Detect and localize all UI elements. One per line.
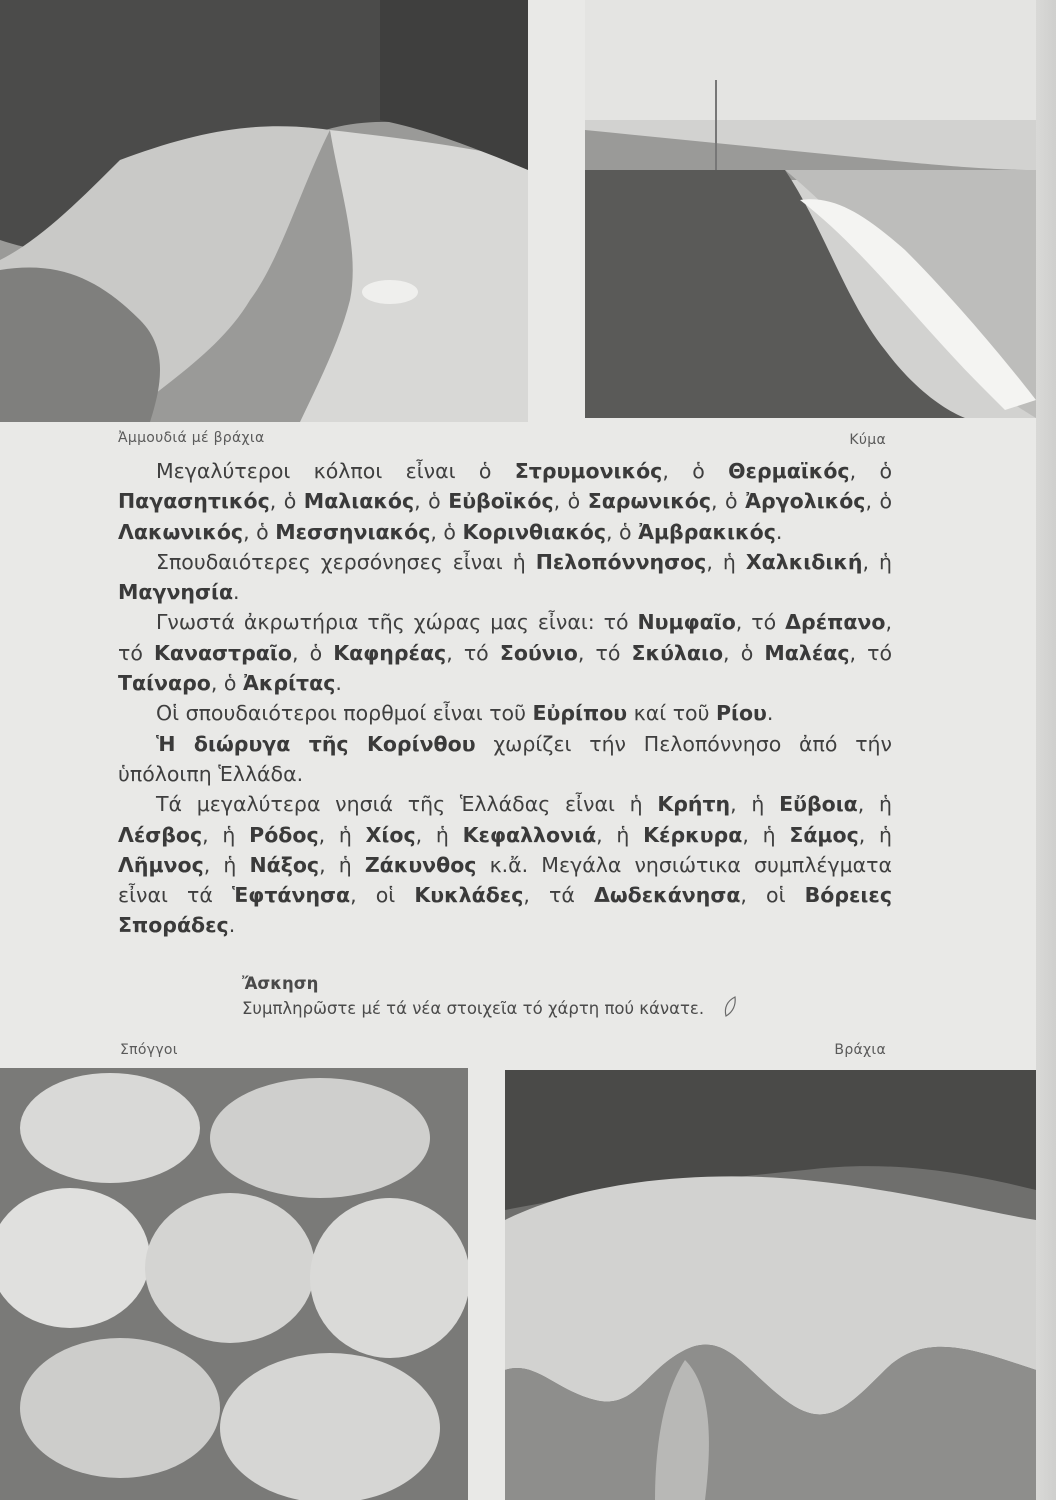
exercise-text-row xyxy=(242,996,802,1021)
beach-photo xyxy=(0,0,528,422)
exercise-text: Συμπληρῶστε μέ τά νέα στοιχεῖα τό χάρτη πού κάνατε. xyxy=(242,999,705,1018)
exercise-title: Ἄσκηση xyxy=(242,974,319,993)
leaf-icon xyxy=(723,996,737,1018)
main-text xyxy=(118,456,892,941)
rocks-photo xyxy=(505,1070,1036,1500)
paragraph-gulfs: Μεγαλύτεροι κόλποι εἶναι ὁ Στρυμονικός, ὁ Θερμαϊκός, ὁ Παγασητικός, ὁ Μαλιακός, ὁ Εὐβοϊκός, ὁ Σαρωνικός, ὁ Ἀργολικός, ὁ Λακωνικός, ὁ Μεσσηνιακός, ὁ Κορινθιακός, ὁ Ἀμβρακικός. xyxy=(118,459,893,544)
wave-caption: Κύμα xyxy=(849,432,886,448)
paragraph-islands: Τά μεγαλύτερα νησιά τῆς Ἑλλάδας εἶναι ἡ Κρήτη, ἡ Εὔβοια, ἡ Λέσβος, ἡ Ρόδος, ἡ Χίος, ἡ Κεφαλλονιά, ἡ Κέρκυρα, ἡ Σάμος, ἡ Λῆμνος, ἡ Νάξος, ἡ Ζάκυνθος κ.ἄ. Μεγάλα νησιώτικα συμπλέγματα εἶναι τά Ἑφτάνησα, οἱ Κυκλάδες, τά Δωδεκάνησα, οἱ Βόρειες Σποράδες. xyxy=(118,792,893,938)
beach-caption: Ἀμμουδιά μέ βράχια xyxy=(118,430,265,446)
paragraph-peninsulas: Σπουδαιότερες χερσόνησες εἶναι ἡ Πελοπόννησος, ἡ Χαλκιδική, ἡ Μαγνησία. xyxy=(118,549,893,605)
exercise-box xyxy=(242,972,802,1021)
page-edge xyxy=(1036,0,1056,1500)
paragraph-capes: Γνωστά ἀκρωτήρια τῆς χώρας μας εἶναι: τό Νυμφαῖο, τό Δρέπανο, τό Καναστραῖο, ὁ Καφηρέας, τό Σούνιο, τό Σκύλαιο, ὁ Μαλέας, τό Ταίναρο, ὁ Ἀκρίτας. xyxy=(118,610,893,696)
paragraph-canal: Ἡ διώρυγα τῆς Κορίνθου χωρίζει τήν Πελοπόννησο ἀπό τήν ὑπόλοιπη Ἑλλάδα. xyxy=(118,731,892,786)
sponges-caption: Σπόγγοι xyxy=(120,1042,178,1058)
rocks-caption: Βράχια xyxy=(834,1042,886,1058)
sponges-photo xyxy=(0,1068,468,1500)
paragraph-straits: Οἱ σπουδαιότεροι πορθμοί εἶναι τοῦ Εὐρίπου καί τοῦ Ρίου. xyxy=(156,701,774,726)
wave-photo xyxy=(585,0,1036,418)
